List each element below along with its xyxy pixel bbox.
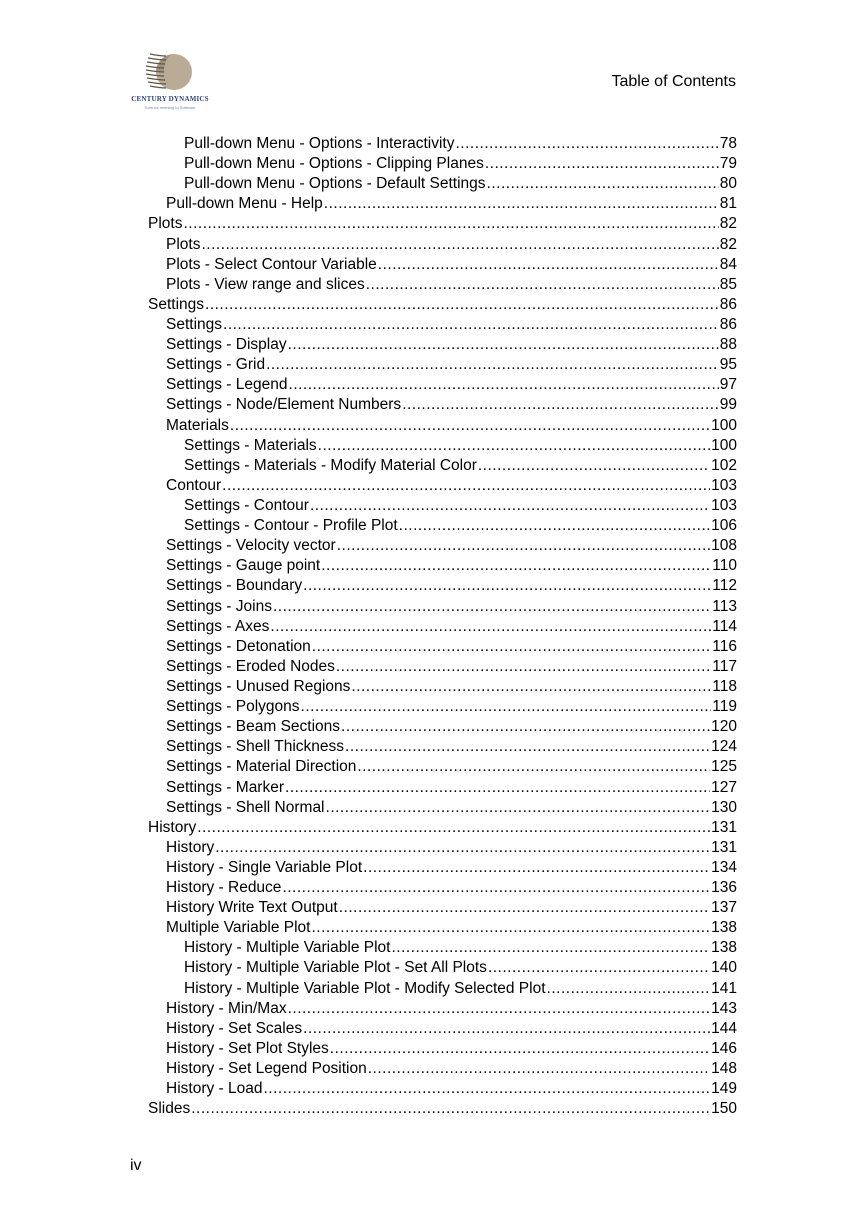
toc-dot-leader bbox=[183, 214, 718, 234]
toc-dot-leader bbox=[310, 496, 710, 516]
toc-dot-leader bbox=[378, 255, 719, 275]
toc-entry[interactable] bbox=[148, 355, 737, 375]
toc-entry-page: 146 bbox=[711, 1039, 737, 1057]
toc-entry[interactable] bbox=[148, 737, 737, 757]
toc-entry[interactable] bbox=[148, 677, 737, 697]
century-dynamics-logo bbox=[130, 48, 210, 118]
toc-entry-page: 97 bbox=[719, 376, 737, 394]
toc-dot-leader bbox=[266, 355, 719, 375]
toc-entry-page: 113 bbox=[712, 597, 737, 615]
toc-entry-page: 110 bbox=[712, 557, 737, 575]
toc-entry-page: 85 bbox=[719, 275, 737, 293]
toc-entry-page: 82 bbox=[719, 215, 737, 233]
toc-entry[interactable] bbox=[148, 637, 737, 657]
toc-entry-title: Settings - Material Direction bbox=[166, 758, 357, 776]
toc-dot-leader bbox=[330, 1039, 710, 1059]
toc-dot-leader bbox=[303, 576, 711, 596]
toc-entry-title: Settings - Axes bbox=[166, 617, 270, 635]
toc-entry[interactable] bbox=[148, 838, 737, 858]
toc-entry[interactable] bbox=[148, 496, 737, 516]
toc-entry-title: Settings - Materials bbox=[184, 436, 317, 454]
toc-entry[interactable] bbox=[148, 255, 737, 275]
toc-dot-leader bbox=[321, 556, 711, 576]
toc-entry-title: Settings - Legend bbox=[166, 376, 288, 394]
toc-dot-leader bbox=[201, 235, 718, 255]
toc-entry-title: Settings - Unused Regions bbox=[166, 677, 351, 695]
toc-entry-page: 95 bbox=[719, 356, 737, 374]
toc-entry-page: 106 bbox=[711, 517, 737, 535]
toc-entry-page: 127 bbox=[711, 778, 737, 796]
toc-entry-page: 118 bbox=[712, 677, 737, 695]
toc-entry-page: 114 bbox=[712, 617, 737, 635]
toc-dot-leader bbox=[312, 637, 712, 657]
toc-entry-title: Settings - Gauge point bbox=[166, 557, 321, 575]
page-header-title: Table of Contents bbox=[611, 73, 736, 90]
toc-entry-title: History Write Text Output bbox=[166, 899, 338, 917]
toc-entry-title: Settings - Shell Normal bbox=[166, 798, 325, 816]
toc-entry-page: 131 bbox=[711, 838, 737, 856]
toc-dot-leader bbox=[488, 958, 710, 978]
toc-entry[interactable] bbox=[148, 999, 737, 1019]
toc-dot-leader bbox=[402, 395, 719, 415]
toc-entry-title: Settings - Display bbox=[166, 336, 287, 354]
toc-entry[interactable] bbox=[148, 778, 737, 798]
toc-entry-page: 120 bbox=[711, 718, 737, 736]
toc-entry-title: Settings - Beam Sections bbox=[166, 718, 341, 736]
toc-dot-leader bbox=[288, 999, 711, 1019]
toc-dot-leader bbox=[324, 194, 719, 214]
logo-wordmark: CENTURY DYNAMICS bbox=[131, 95, 209, 103]
toc-entry-page: 148 bbox=[711, 1060, 737, 1078]
toc-dot-leader bbox=[191, 1099, 710, 1119]
toc-entry-page: 86 bbox=[719, 315, 737, 333]
toc-entry-title: History - Set Plot Styles bbox=[166, 1039, 329, 1057]
toc-entry-title: Settings - Contour bbox=[184, 496, 309, 514]
toc-entry[interactable] bbox=[148, 757, 737, 777]
toc-dot-leader bbox=[456, 134, 719, 154]
toc-entry-title: History - Multiple Variable Plot bbox=[184, 939, 391, 957]
toc-entry[interactable] bbox=[148, 938, 737, 958]
toc-dot-leader bbox=[487, 174, 719, 194]
toc-entry-page: 82 bbox=[719, 235, 737, 253]
toc-entry-page: 131 bbox=[711, 818, 737, 836]
toc-entry[interactable] bbox=[148, 798, 737, 818]
toc-entry-title: Settings - Eroded Nodes bbox=[166, 657, 335, 675]
toc-entry-title: Slides bbox=[148, 1100, 191, 1118]
toc-dot-leader bbox=[311, 918, 710, 938]
toc-entry[interactable] bbox=[148, 898, 737, 918]
toc-entry-page: 150 bbox=[711, 1100, 737, 1118]
toc-entry-title: Pull-down Menu - Options - Clipping Planes bbox=[184, 155, 484, 173]
toc-entry[interactable] bbox=[148, 214, 737, 234]
toc-entry-page: 79 bbox=[719, 155, 737, 173]
toc-entry-title: History - Load bbox=[166, 1080, 263, 1098]
toc-entry-title: Plots bbox=[166, 235, 201, 253]
toc-dot-leader bbox=[273, 597, 711, 617]
toc-entry-title: Settings - Contour - Profile Plot bbox=[184, 517, 398, 535]
toc-entry-page: 103 bbox=[711, 496, 737, 514]
toc-entry[interactable] bbox=[148, 335, 737, 355]
toc-entry-page: 125 bbox=[711, 758, 737, 776]
toc-entry[interactable] bbox=[148, 918, 737, 938]
toc-entry-page: 100 bbox=[711, 416, 737, 434]
toc-entry[interactable] bbox=[148, 154, 737, 174]
toc-dot-leader bbox=[336, 657, 711, 677]
toc-entry[interactable] bbox=[148, 1059, 737, 1079]
toc-entry-title: History - Multiple Variable Plot - Modify Selected Plot bbox=[184, 979, 546, 997]
toc-dot-leader bbox=[230, 416, 710, 436]
toc-entry-page: 141 bbox=[711, 979, 737, 997]
toc-entry-title: History - Multiple Variable Plot - Set All Plots bbox=[184, 959, 487, 977]
toc-entry-title: Settings bbox=[166, 315, 223, 333]
toc-entry[interactable] bbox=[148, 174, 737, 194]
toc-dot-leader bbox=[363, 858, 710, 878]
toc-entry-title: Plots bbox=[148, 215, 183, 233]
toc-entry-title: Contour bbox=[166, 476, 222, 494]
toc-entry-title: Multiple Variable Plot bbox=[166, 919, 311, 937]
toc-dot-leader bbox=[222, 476, 710, 496]
toc-entry-title: Settings - Polygons bbox=[166, 698, 300, 716]
toc-dot-leader bbox=[485, 154, 719, 174]
toc-entry-page: 138 bbox=[711, 939, 737, 957]
toc-dot-leader bbox=[318, 436, 710, 456]
toc-entry[interactable] bbox=[148, 395, 737, 415]
toc-dot-leader bbox=[391, 938, 710, 958]
toc-entry-page: 149 bbox=[711, 1080, 737, 1098]
toc-dot-leader bbox=[366, 275, 719, 295]
toc-entry-page: 124 bbox=[711, 738, 737, 756]
toc-entry-title: Settings - Detonation bbox=[166, 637, 311, 655]
toc-entry-title: Plots - Select Contour Variable bbox=[166, 255, 377, 273]
toc-entry-title: Settings - Grid bbox=[166, 356, 266, 374]
toc-entry-page: 137 bbox=[711, 899, 737, 917]
toc-entry[interactable] bbox=[148, 697, 737, 717]
toc-entry-title: History bbox=[148, 818, 197, 836]
table-of-contents bbox=[148, 134, 737, 1119]
toc-dot-leader bbox=[285, 778, 710, 798]
toc-dot-leader bbox=[197, 818, 710, 838]
toc-dot-leader bbox=[351, 677, 711, 697]
toc-entry-title: Settings - Velocity vector bbox=[166, 537, 336, 555]
toc-dot-leader bbox=[339, 898, 710, 918]
toc-entry-page: 108 bbox=[711, 537, 737, 555]
toc-entry-page: 136 bbox=[711, 879, 737, 897]
toc-entry-title: Settings - Materials - Modify Material Color bbox=[184, 456, 477, 474]
toc-dot-leader bbox=[289, 375, 719, 395]
logo-globe-icon bbox=[130, 48, 210, 96]
toc-entry-title: History - Reduce bbox=[166, 879, 282, 897]
toc-dot-leader bbox=[282, 878, 710, 898]
toc-entry-page: 116 bbox=[712, 637, 737, 655]
toc-entry[interactable] bbox=[148, 315, 737, 335]
toc-entry[interactable] bbox=[148, 456, 737, 476]
toc-entry-page: 140 bbox=[711, 959, 737, 977]
toc-entry-title: Settings - Marker bbox=[166, 778, 285, 796]
toc-entry-page: 112 bbox=[712, 577, 737, 595]
toc-entry-title: Settings - Node/Element Numbers bbox=[166, 396, 402, 414]
toc-entry[interactable] bbox=[148, 878, 737, 898]
toc-dot-leader bbox=[547, 979, 711, 999]
toc-entry-title: Pull-down Menu - Options - Interactivity bbox=[184, 135, 455, 152]
logo-tagline: Science meeting to Software bbox=[144, 105, 196, 110]
toc-entry-page: 80 bbox=[719, 175, 737, 193]
toc-entry[interactable] bbox=[148, 717, 737, 737]
toc-dot-leader bbox=[368, 1059, 710, 1079]
toc-entry-title: History bbox=[166, 838, 215, 856]
toc-entry-page: 144 bbox=[711, 1019, 737, 1037]
toc-entry-page: 117 bbox=[712, 657, 737, 675]
toc-dot-leader bbox=[301, 697, 712, 717]
toc-dot-leader bbox=[288, 335, 719, 355]
toc-entry[interactable] bbox=[148, 556, 737, 576]
toc-entry-title: History - Set Scales bbox=[166, 1019, 303, 1037]
toc-entry[interactable] bbox=[148, 576, 737, 596]
toc-entry[interactable] bbox=[148, 858, 737, 878]
toc-entry[interactable] bbox=[148, 1079, 737, 1099]
toc-entry-title: Settings - Joins bbox=[166, 597, 272, 615]
toc-entry-page: 130 bbox=[711, 798, 737, 816]
toc-entry[interactable] bbox=[148, 516, 737, 536]
toc-entry-page: 103 bbox=[711, 476, 737, 494]
toc-dot-leader bbox=[326, 798, 711, 818]
toc-entry[interactable] bbox=[148, 436, 737, 456]
toc-entry-title: Settings - Shell Thickness bbox=[166, 738, 345, 756]
toc-dot-leader bbox=[205, 295, 719, 315]
toc-dot-leader bbox=[303, 1019, 710, 1039]
toc-entry[interactable] bbox=[148, 1019, 737, 1039]
toc-entry-page: 78 bbox=[719, 135, 737, 152]
page-number: iv bbox=[130, 1157, 142, 1174]
toc-dot-leader bbox=[341, 717, 710, 737]
toc-entry[interactable] bbox=[148, 416, 737, 436]
toc-entry-page: 81 bbox=[719, 195, 737, 213]
toc-entry[interactable] bbox=[148, 235, 737, 255]
toc-entry[interactable] bbox=[148, 1039, 737, 1059]
toc-entry-page: 99 bbox=[719, 396, 737, 414]
toc-entry[interactable] bbox=[148, 476, 737, 496]
toc-entry[interactable] bbox=[148, 375, 737, 395]
toc-dot-leader bbox=[337, 536, 710, 556]
toc-entry[interactable] bbox=[148, 134, 737, 154]
toc-entry-page: 143 bbox=[711, 999, 737, 1017]
toc-entry-page: 84 bbox=[719, 255, 737, 273]
toc-entry[interactable] bbox=[148, 536, 737, 556]
toc-entry[interactable] bbox=[148, 979, 737, 999]
toc-entry-page: 86 bbox=[719, 295, 737, 313]
toc-entry-title: Settings - Boundary bbox=[166, 577, 303, 595]
toc-entry-title: History - Min/Max bbox=[166, 999, 287, 1017]
toc-dot-leader bbox=[270, 617, 711, 637]
toc-entry-title: Materials bbox=[166, 416, 229, 434]
toc-entry[interactable] bbox=[148, 617, 737, 637]
toc-dot-leader bbox=[215, 838, 710, 858]
toc-entry-title: Pull-down Menu - Help bbox=[166, 195, 323, 213]
toc-entry-title: Plots - View range and slices bbox=[166, 275, 365, 293]
toc-entry[interactable] bbox=[148, 194, 737, 214]
toc-entry-page: 102 bbox=[711, 456, 737, 474]
toc-entry[interactable] bbox=[148, 275, 737, 295]
toc-dot-leader bbox=[357, 757, 710, 777]
toc-dot-leader bbox=[263, 1079, 710, 1099]
toc-entry-title: History - Set Legend Position bbox=[166, 1060, 367, 1078]
toc-dot-leader bbox=[399, 516, 710, 536]
toc-entry-title: History - Single Variable Plot bbox=[166, 858, 363, 876]
toc-entry[interactable] bbox=[148, 657, 737, 677]
toc-dot-leader bbox=[478, 456, 710, 476]
toc-entry-page: 100 bbox=[711, 436, 737, 454]
toc-entry-page: 88 bbox=[719, 336, 737, 354]
toc-entry-title: Settings bbox=[148, 295, 205, 313]
toc-dot-leader bbox=[345, 737, 710, 757]
toc-entry-page: 134 bbox=[711, 858, 737, 876]
toc-dot-leader bbox=[223, 315, 719, 335]
toc-entry[interactable] bbox=[148, 1099, 737, 1119]
toc-entry[interactable] bbox=[148, 818, 737, 838]
toc-entry-page: 119 bbox=[712, 698, 737, 716]
toc-entry-title: Pull-down Menu - Options - Default Settings bbox=[184, 175, 486, 193]
toc-entry[interactable] bbox=[148, 295, 737, 315]
toc-entry-page: 138 bbox=[711, 919, 737, 937]
toc-entry[interactable] bbox=[148, 958, 737, 978]
toc-entry[interactable] bbox=[148, 597, 737, 617]
